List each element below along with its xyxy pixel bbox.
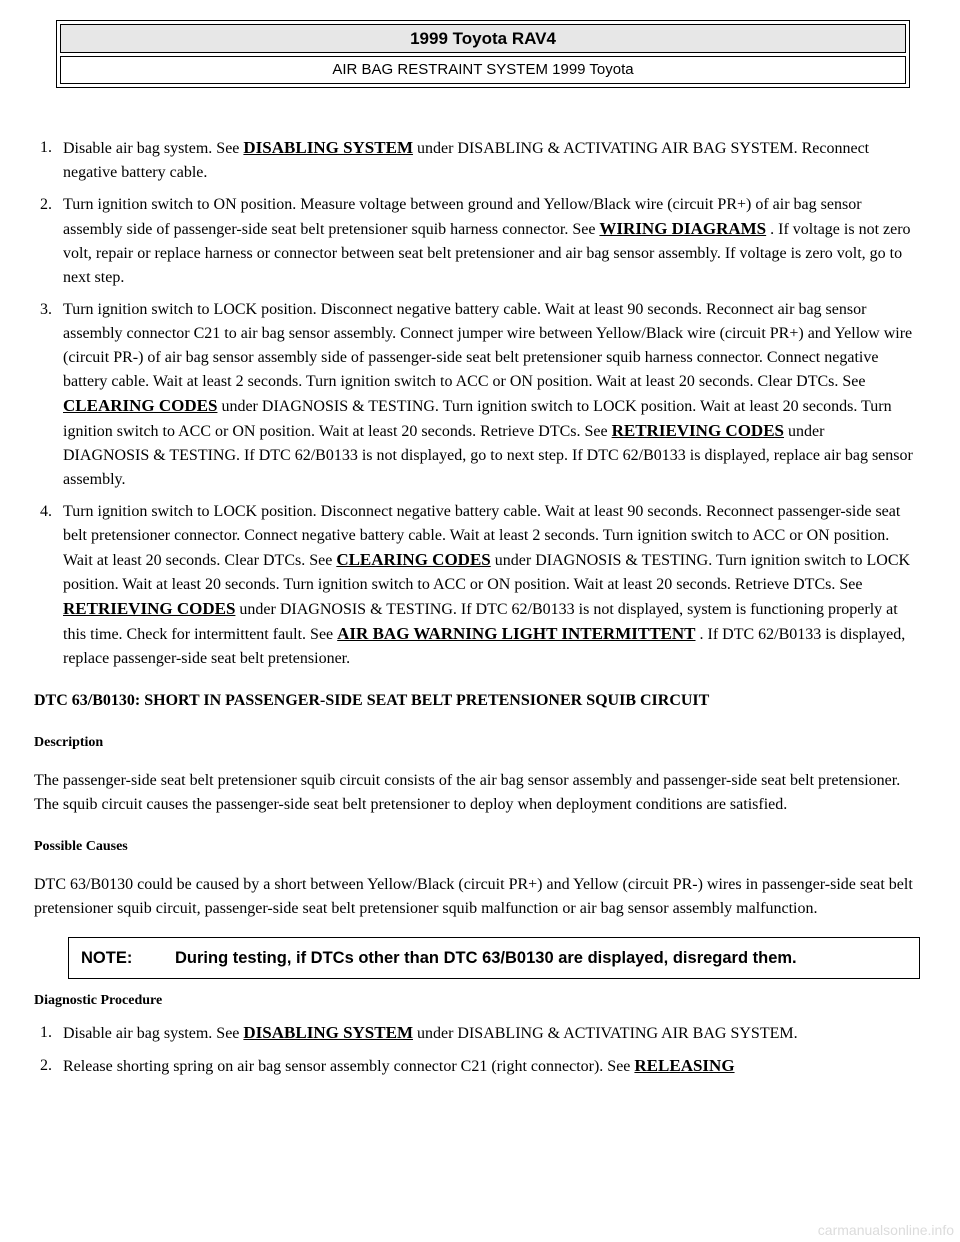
step-text-segment: Disable air bag system. See: [63, 1025, 244, 1042]
step-text-segment: Disable air bag system. See: [63, 140, 244, 157]
cross-reference-link[interactable]: DISABLING SYSTEM: [243, 1023, 413, 1042]
document-body: [34, 136, 914, 1087]
step-number: 1.: [40, 139, 52, 156]
step-item: [34, 1054, 914, 1079]
procedure-heading: Diagnostic Procedure: [34, 993, 163, 1008]
step-text-segment: Release shorting spring on air bag sensor assembly connector C21 (right connector). See: [63, 1058, 635, 1075]
step-text-segment: Turn ignition switch to LOCK position. Disconnect negative battery cable. Wait at least 90 seconds. Reconnect passenger-side seat belt pretensioner connector. Connect negative battery cable. Wait at least 2 seconds. Turn ignition switch to ACC or ON position. Wait at least 20 seconds. Clear DTCs. See: [63, 503, 901, 569]
step-text: [63, 140, 869, 181]
cross-reference-link[interactable]: CLEARING CODES: [63, 396, 218, 415]
step-text-segment: under DIAGNOSIS & TESTING. Turn ignition switch to LOCK position. Wait at least 20 seconds. Turn ignition switch to ACC or ON position. Wait at least 20 seconds. Retrieve DTCs. See: [63, 398, 892, 440]
step-text-segment: under DIAGNOSIS & TESTING. If DTC 62/B0133 is not displayed, go to next step. If DTC 62/B0133 is displayed, replace air bag sensor assembly.: [63, 423, 913, 488]
note-text: During testing, if DTCs other than DTC 63/B0130 are displayed, disregard them.: [175, 949, 797, 967]
step-text-segment: . If voltage is not zero volt, repair or replace harness or connector between seat belt pretensioner and air bag sensor assembly. If voltage is zero volt, go to next step.: [63, 221, 911, 286]
step-text-segment: under DISABLING & ACTIVATING AIR BAG SYSTEM.: [412, 1025, 798, 1042]
step-text-segment: . If DTC 62/B0133 is displayed, replace passenger-side seat belt pretensioner.: [63, 626, 906, 667]
note-label: NOTE:: [81, 949, 133, 967]
step-number: 2.: [40, 1057, 52, 1074]
step-number: 2.: [40, 196, 52, 213]
possible-causes-text: DTC 63/B0130 could be caused by a short between Yellow/Black (circuit PR+) and Yellow (circuit PR-) wires in passenger-side seat belt pretensioner squib circuit, passenger-side seat belt pretensioner squib malfunction or air bag sensor assembly malfunction.: [34, 876, 913, 917]
step-item: [34, 500, 914, 671]
step-number: 1.: [40, 1024, 52, 1041]
step-item: [34, 136, 914, 185]
header-subtitle: AIR BAG RESTRAINT SYSTEM 1999 Toyota: [60, 56, 906, 84]
step-text-segment: under DIAGNOSIS & TESTING. If DTC 62/B0133 is not displayed, system is functioning properly at this time. Check for intermittent fault. See: [63, 601, 898, 643]
cross-reference-link[interactable]: RELEASING: [634, 1056, 735, 1075]
step-text: [63, 503, 910, 667]
step-item: [34, 1021, 914, 1046]
cross-reference-link[interactable]: RETRIEVING CODES: [611, 421, 784, 440]
description-text: The passenger-side seat belt pretensioner squib circuit consists of the air bag sensor assembly and passenger-side seat belt pretensioner. The squib circuit causes the passenger-side seat belt pretensioner to deploy when deployment conditions are satisfied.: [34, 772, 901, 813]
step-list-2: [34, 1021, 914, 1079]
description-heading: Description: [34, 735, 104, 750]
watermark: carmanualsonline.info: [817, 1222, 954, 1238]
step-item: [34, 298, 914, 492]
step-text-segment: Turn ignition switch to ON position. Measure voltage between ground and Yellow/Black wire (circuit PR+) of air bag sensor assembly side of passenger-side seat belt pretensioner squib harness connector. See: [63, 196, 862, 238]
step-item: [34, 193, 914, 290]
cross-reference-link[interactable]: WIRING DIAGRAMS: [599, 219, 767, 238]
step-number: 4.: [40, 503, 52, 520]
dtc-heading: DTC 63/B0130: SHORT IN PASSENGER-SIDE SEAT BELT PRETENSIONER SQUIB CIRCUIT: [34, 692, 710, 709]
step-list-1: [34, 136, 914, 671]
cross-reference-link[interactable]: CLEARING CODES: [336, 550, 491, 569]
cross-reference-link[interactable]: DISABLING SYSTEM: [243, 138, 413, 157]
step-text: [63, 196, 911, 286]
step-number: 3.: [40, 301, 52, 318]
possible-causes-heading: Possible Causes: [34, 839, 128, 854]
step-text: [63, 1025, 798, 1042]
header-title: 1999 Toyota RAV4: [60, 24, 906, 53]
page-header: [56, 20, 910, 88]
step-text-segment: Turn ignition switch to LOCK position. Disconnect negative battery cable. Wait at least 90 seconds. Reconnect air bag sensor assembly connector C21 to air bag sensor assembly. Connect jumper wire between Yellow/Black wire (circuit PR+) and Yellow wire (circuit PR-) of air bag sensor assembly side of passenger-side seat belt pretensioner squib harness connector. Connect negative battery cable. Wait at least 2 seconds. Turn ignition switch to ACC or ON position. Wait at least 20 seconds. Clear DTCs. See: [63, 301, 913, 390]
cross-reference-link[interactable]: AIR BAG WARNING LIGHT INTERMITTENT: [337, 624, 696, 643]
step-text: [63, 301, 913, 488]
step-text: [63, 1058, 735, 1075]
note-box: [68, 937, 920, 979]
cross-reference-link[interactable]: RETRIEVING CODES: [63, 599, 236, 618]
step-text-segment: under DIAGNOSIS & TESTING. Turn ignition switch to LOCK position. Wait at least 20 seconds. Turn ignition switch to ACC or ON position. Wait at least 20 seconds. Retrieve DTCs. See: [63, 552, 911, 593]
step-text-segment: under DISABLING & ACTIVATING AIR BAG SYSTEM. Reconnect negative battery cable.: [63, 140, 870, 181]
